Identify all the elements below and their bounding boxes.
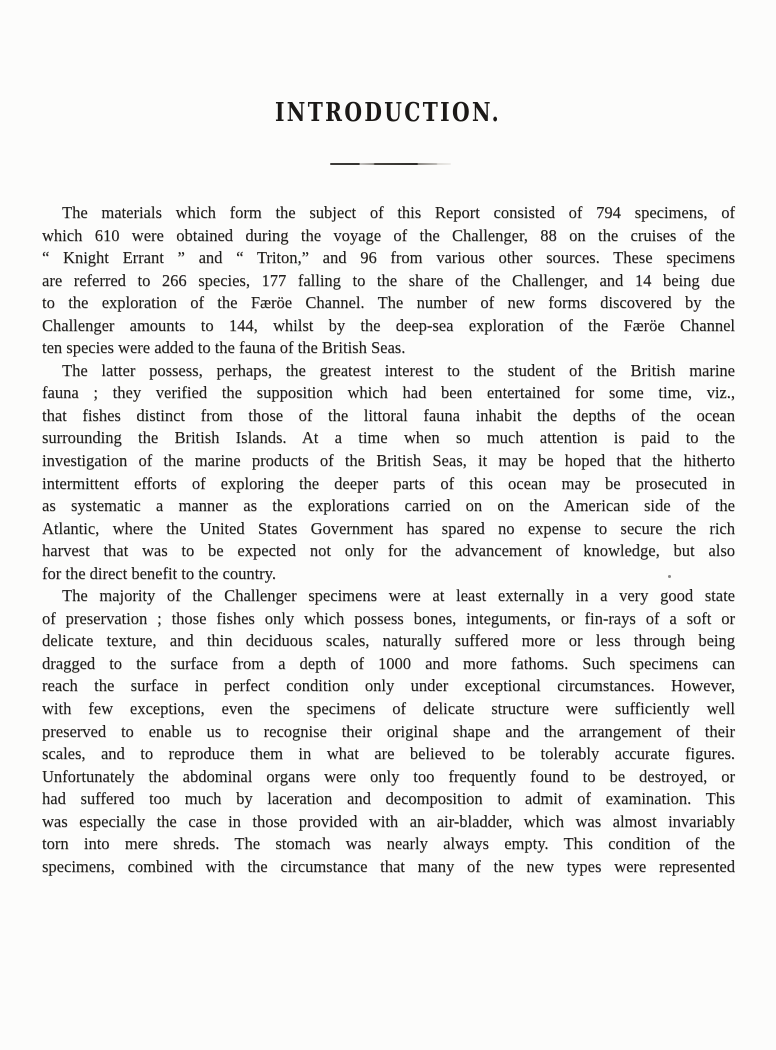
print-speck bbox=[668, 575, 671, 578]
text-line: The majority of the Challenger specimens were at least externally in a very good state bbox=[62, 586, 735, 606]
text-line: The materials which form the subject of this Report consisted of 794 specimens, of bbox=[62, 203, 735, 222]
page-title: INTRODUCTION. bbox=[274, 98, 502, 128]
decorative-rule bbox=[330, 163, 451, 165]
text-line: of preservation ; those fishes only which possess bones, integuments, or fin-rays of a soft or bbox=[42, 608, 735, 628]
text-line: torn into mere shreds. The stomach was nearly always empty. This condition of the bbox=[42, 834, 735, 854]
text-line: preserved to enable us to recognise their original shape and the arrangement of their bbox=[42, 721, 735, 741]
text-line: fauna ; they verified the supposition which had been entertained for some time, viz., bbox=[42, 383, 735, 403]
text-line: as systematic a manner as the explorations carried on on the American side of the bbox=[42, 496, 735, 516]
text-line: with few exceptions, even the specimens of delicate structure were sufficiently well bbox=[42, 699, 735, 719]
text-line: delicate texture, and thin deciduous scales, naturally suffered more or less through being bbox=[42, 631, 735, 651]
text-line: dragged to the surface from a depth of 1000 and more fathoms. Such specimens can bbox=[42, 653, 735, 673]
text-line: Atlantic, where the United States Government has spared no expense to secure the rich bbox=[42, 518, 735, 538]
text-line: scales, and to reproduce them in what are believed to be tolerably accurate figures. bbox=[42, 744, 735, 764]
text-line: ten species were added to the fauna of the British Seas. bbox=[42, 338, 406, 358]
text-line: which 610 were obtained during the voyage of the Challenger, 88 on the cruises of the bbox=[42, 225, 735, 245]
text-line: intermittent efforts of exploring the deeper parts of this ocean may be prosecuted in bbox=[42, 473, 735, 493]
text-line: Challenger amounts to 144, whilst by the deep-sea exploration of the Færöe Channel bbox=[42, 315, 735, 335]
text-line: specimens, combined with the circumstance that many of the new types were represented bbox=[42, 856, 735, 876]
text-line: reach the surface in perfect condition only under exceptional circumstances. However, bbox=[42, 676, 735, 696]
text-line: Unfortunately the abdominal organs were only too frequently found to be destroyed, or bbox=[42, 766, 735, 786]
text-line: was especially the case in those provided with an air-bladder, which was almost invariably bbox=[42, 811, 735, 831]
text-line: “ Knight Errant ” and “ Triton,” and 96 from various other sources. These specimens bbox=[42, 248, 735, 268]
text-line: to the exploration of the Færöe Channel. The number of new forms discovered by the bbox=[42, 293, 735, 313]
document-body bbox=[42, 202, 735, 878]
text-line: that fishes distinct from those of the littoral fauna inhabit the depths of the ocean bbox=[42, 405, 735, 425]
text-line: The latter possess, perhaps, the greatest interest to the student of the British marine bbox=[62, 360, 735, 380]
paragraph bbox=[42, 202, 735, 360]
paragraph bbox=[42, 585, 735, 878]
text-line: for the direct benefit to the country. bbox=[42, 563, 276, 583]
text-line: surrounding the British Islands. At a time when so much attention is paid to the bbox=[42, 428, 735, 448]
text-line: had suffered too much by laceration and decomposition to admit of examination. This bbox=[42, 789, 735, 809]
paragraph bbox=[42, 360, 735, 585]
text-line: harvest that was to be expected not only for the advancement of knowledge, but also bbox=[42, 541, 735, 561]
text-line: investigation of the marine products of the British Seas, it may be hoped that the hitherto bbox=[42, 451, 735, 471]
text-line: are referred to 266 species, 177 falling to the share of the Challenger, and 14 being due bbox=[42, 270, 735, 290]
